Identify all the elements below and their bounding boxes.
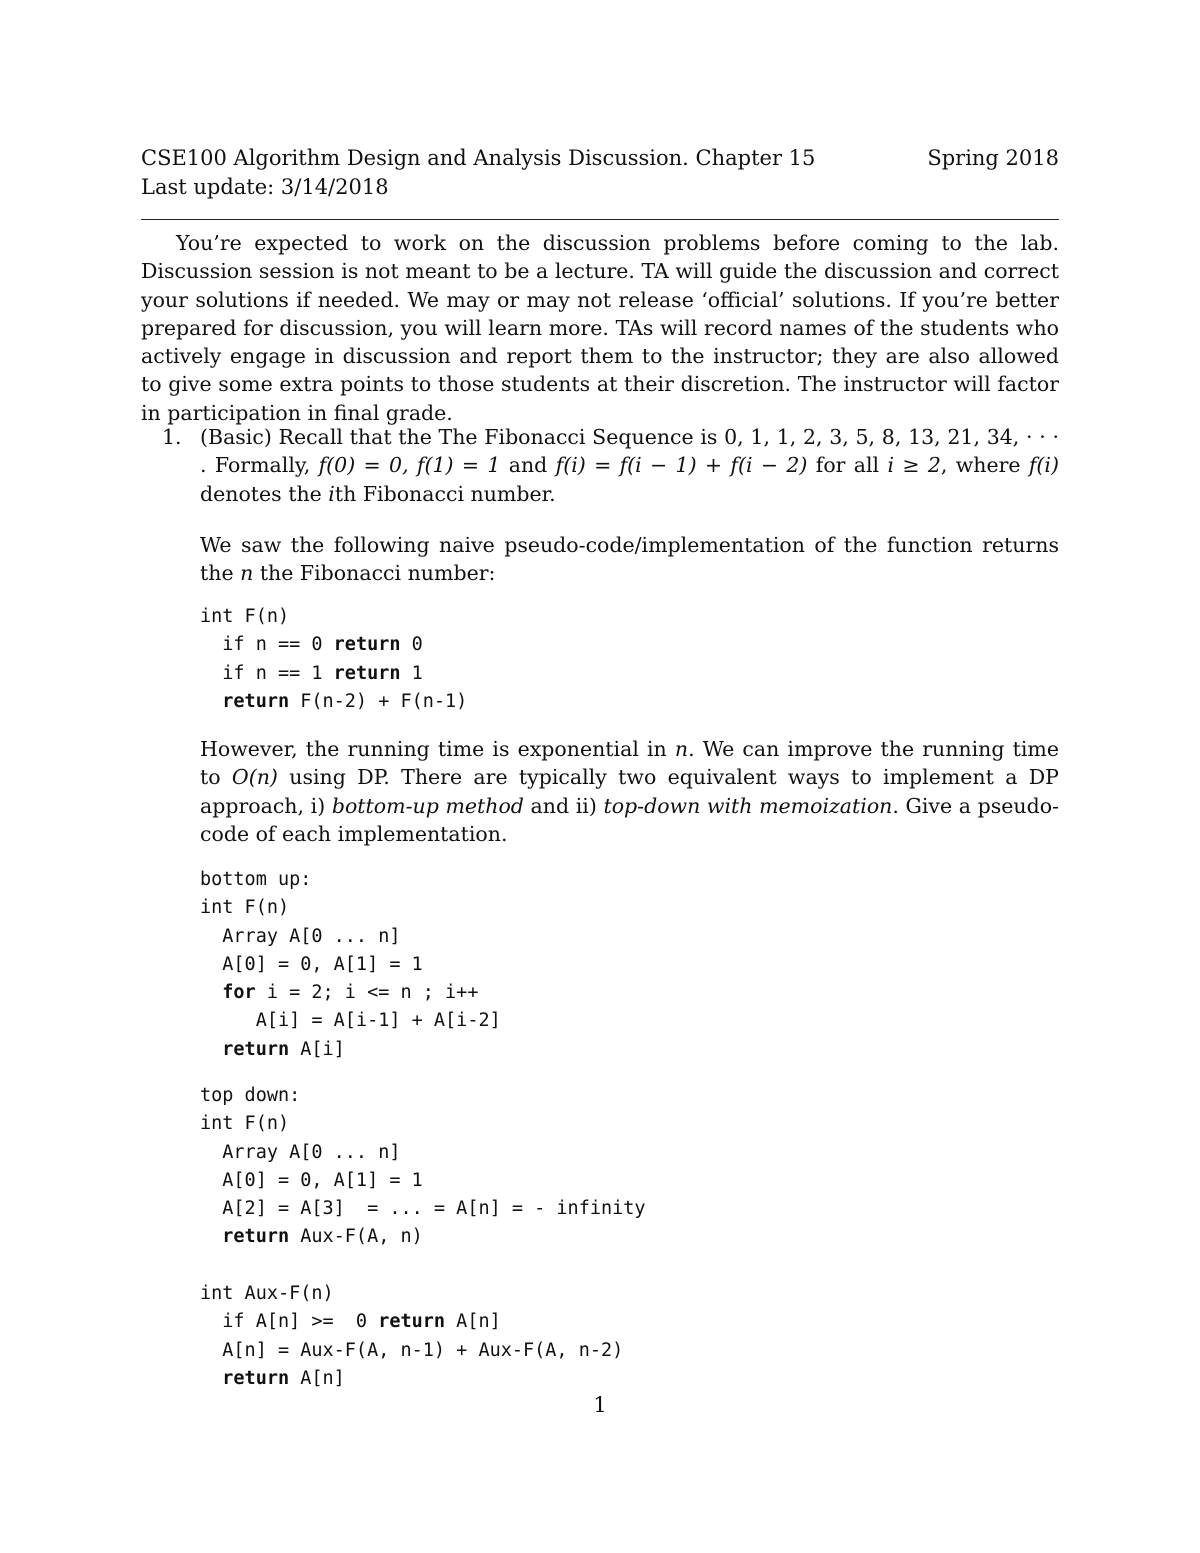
page-number: 1 (593, 1393, 607, 1417)
big-o-math: O(n) (231, 765, 278, 790)
code-indent (200, 1170, 222, 1191)
intro-text: We saw the following naive pseudo-code/implementation of the function returns the (200, 533, 1059, 586)
condition-math: i ≥ 2 (887, 453, 941, 478)
code-text: A[i] (289, 1038, 345, 1060)
naive-code-block (200, 603, 467, 716)
code-text: i = 2; i <= n ; i++ (255, 982, 479, 1004)
code-text: A[2] = A[3] = ... = A[n] = - infinity (222, 1198, 646, 1220)
code-line (200, 1195, 646, 1223)
code-text: A[0] = 0, A[1] = 1 (222, 1169, 423, 1191)
intro-paragraph: You’re expected to work on the discussion problems before coming to the lab. Discussion session is not meant to be a lecture. TA will guide the discussion and correct your solutions if needed. We may or may not release ‘official’ solutions. If you’re better prepared for discussion, you will learn more. TAs will record names of the students who actively engage in discussion and report them to the instructor; they are also allowed to give some extra points to those students at their discretion. The instructor will factor in participation in final grade. (141, 231, 1059, 425)
code-indent (200, 1010, 256, 1031)
code-keyword: return (222, 1367, 290, 1389)
statement-text: denotes the (200, 481, 329, 506)
problem-statement (200, 423, 1059, 508)
code-text: 0 (400, 634, 423, 656)
code-text: A[n] (289, 1367, 345, 1389)
code-text: A[n] (445, 1311, 501, 1333)
code-indent (200, 982, 222, 1003)
code-line (200, 1036, 501, 1064)
dp-text: . Give a pseudo-code of each implementation. (200, 793, 1059, 846)
code-indent (200, 691, 222, 712)
code-line (200, 951, 501, 979)
code-label: top down: (200, 1085, 301, 1106)
header-row (141, 144, 1059, 172)
code-line (200, 1139, 646, 1167)
statement-text: th Fibonacci number. (334, 481, 556, 506)
code-line (200, 660, 467, 688)
code-indent (200, 954, 222, 975)
i-math: i (328, 481, 335, 506)
code-indent (200, 926, 222, 947)
code-line (200, 1110, 646, 1138)
code-keyword: return (222, 1226, 290, 1248)
code-text: Array A[0 ... n] (222, 925, 401, 947)
code-text: int F(n) (200, 897, 290, 919)
code-line (200, 1007, 501, 1035)
code-indent (200, 1340, 222, 1361)
code-line (200, 1280, 623, 1308)
code-line (200, 631, 467, 659)
statement-text: , where (940, 453, 1029, 478)
fi-math: f(i) (1028, 453, 1059, 478)
course-title: CSE100 Algorithm Design and Analysis Discussion. Chapter 15 (141, 146, 816, 170)
dp-paragraph (200, 735, 1059, 848)
code-line (200, 688, 467, 716)
code-line (200, 1337, 623, 1365)
statement-text: for all (807, 453, 888, 478)
code-line (200, 1308, 623, 1336)
code-indent (200, 634, 222, 655)
code-text: Aux-F(A, n) (289, 1226, 423, 1248)
code-indent (200, 1142, 222, 1163)
statement-text: and (500, 453, 556, 478)
last-update: Last update: 3/14/2018 (141, 175, 389, 199)
n-math: n (674, 737, 689, 761)
code-text: F(n-2) + F(n-1) (289, 690, 468, 712)
term-label: Spring 2018 (927, 146, 1059, 170)
code-keyword: return (333, 634, 401, 656)
problem-number: 1. (162, 425, 182, 449)
code-indent (200, 1198, 222, 1219)
code-line (200, 894, 501, 922)
code-indent (200, 663, 222, 684)
dp-text: . We can improve the running time to (200, 737, 1059, 790)
code-indent (200, 1311, 222, 1332)
header-rule (141, 219, 1059, 220)
code-line (200, 979, 501, 1007)
top-down-code-block (200, 1082, 646, 1252)
code-text: int F(n) (200, 1113, 290, 1135)
code-text: if n == 0 (222, 634, 334, 656)
code-text: 1 (400, 662, 423, 684)
statement-text: Formally, (214, 453, 319, 478)
code-text: int F(n) (200, 606, 290, 627)
dp-text: However, the running time is exponential in (200, 737, 675, 761)
dp-text: using DP. There are typically two equivalent ways to implement a DP approach, i) (200, 765, 1059, 818)
code-indent (200, 1226, 222, 1247)
code-line (200, 923, 501, 951)
bottom-up-code-block (200, 866, 501, 1064)
code-indent (200, 1368, 222, 1389)
naive-intro (200, 531, 1059, 588)
code-text: Array A[0 ... n] (222, 1141, 401, 1163)
code-keyword: return (378, 1311, 446, 1333)
code-text: int Aux-F(n) (200, 1283, 334, 1304)
code-keyword: return (222, 1038, 290, 1060)
code-keyword: for (222, 982, 256, 1004)
code-text: A[i] = A[i-1] + A[i-2] (255, 1010, 501, 1032)
code-line (200, 1167, 646, 1195)
fibonacci-sequence-text: (Basic) Recall that the The Fibonacci Sequence is 0, 1, 1, 2, 3, 5, 8, 13, 21, 34, · · · . (200, 425, 1059, 478)
code-label: bottom up: (200, 869, 312, 890)
code-text: if n == 1 (222, 662, 334, 684)
dp-text: and ii) (523, 793, 604, 818)
code-line (200, 1223, 646, 1251)
n-math: n (240, 561, 254, 586)
code-keyword: return (333, 662, 401, 684)
aux-code-block (200, 1280, 623, 1393)
code-indent (200, 1039, 222, 1060)
recurrence-math: f(i) = f(i − 1) + f(i − 2) (555, 453, 808, 478)
code-keyword: return (222, 690, 290, 712)
code-text: A[0] = 0, A[1] = 1 (222, 953, 423, 975)
code-line (200, 603, 467, 631)
method-top-down: top-down with memoization (603, 793, 893, 818)
code-text: if A[n] >= 0 (222, 1311, 379, 1333)
method-bottom-up: bottom-up method (331, 793, 524, 818)
base-cases-math: f(0) = 0, f(1) = 1 (318, 453, 501, 478)
intro-text: the Fibonacci number: (253, 561, 496, 586)
code-line (200, 1365, 623, 1393)
code-text: A[n] = Aux-F(A, n-1) + Aux-F(A, n-2) (222, 1339, 624, 1361)
